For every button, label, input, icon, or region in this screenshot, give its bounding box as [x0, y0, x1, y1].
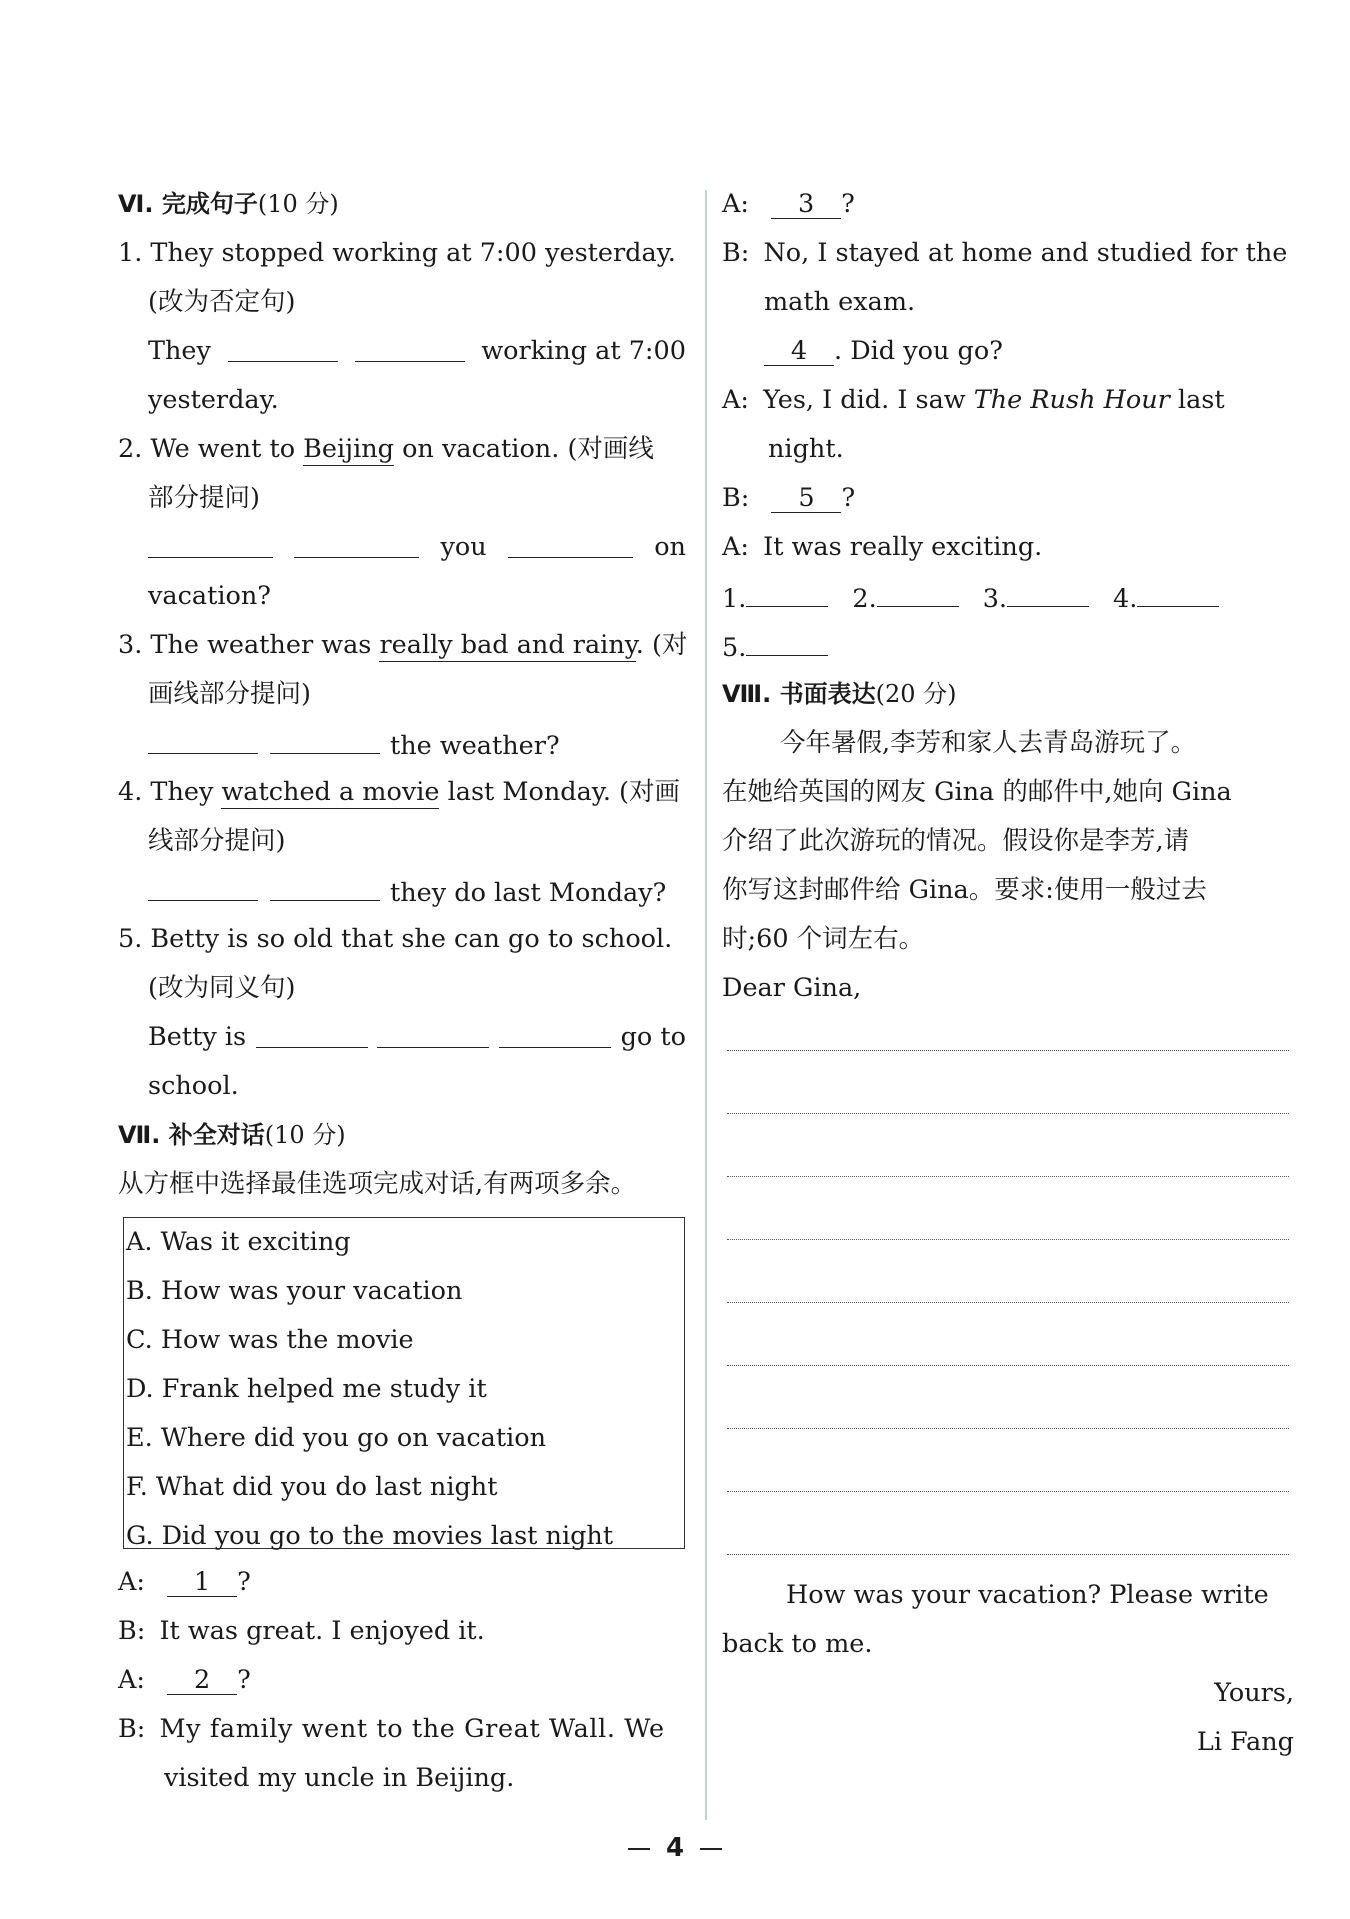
q1-answer-end: working at 7:00 [481, 336, 686, 366]
q2-blank-1[interactable] [148, 529, 273, 558]
page-number [0, 1833, 1350, 1863]
dialog-b2 [118, 1711, 686, 1747]
q5-answer-start: Betty is [148, 1022, 247, 1052]
q2-blank-2[interactable] [294, 529, 419, 558]
q2-underlined: Beijing [303, 434, 394, 464]
section-8-points: (20 分) [875, 680, 957, 708]
dash-left [628, 1848, 650, 1850]
speaker-a: A: [118, 1567, 146, 1597]
prompt-line-1: 今年暑假,李芳和家人去青岛游玩了。 [780, 728, 1197, 758]
q5-blank-2[interactable] [377, 1019, 489, 1048]
answer-blank-5[interactable] [746, 627, 828, 656]
dialog-blank-4[interactable]: 4 [764, 337, 834, 366]
question-mark: ? [841, 483, 856, 513]
dialog-b1-text: It was great. I enjoyed it. [159, 1616, 485, 1646]
q3-line1 [118, 627, 687, 663]
writing-line-5[interactable] [727, 1302, 1289, 1303]
prompt-line-3: 介绍了此次游玩的情况。假设你是李芳,请 [722, 826, 1190, 856]
q3-text-post: . (对 [635, 630, 688, 660]
q2-blank-3[interactable] [508, 529, 633, 558]
q5-blank-1[interactable] [256, 1019, 368, 1048]
writing-line-7[interactable] [727, 1428, 1289, 1429]
email-signature: Li Fang [1196, 1727, 1294, 1757]
question-mark: ? [237, 1567, 251, 1597]
q5-line1: 5. Betty is so old that she can go to school. [118, 924, 673, 954]
answer-label-2: 2. [852, 584, 877, 614]
email-closing-line2: back to me. [722, 1629, 873, 1659]
section-7-instruction: 从方框中选择最佳选项完成对话,有两项多余。 [118, 1169, 637, 1199]
q3-answer-line [148, 725, 560, 764]
dialog-b1 [118, 1613, 485, 1649]
q3-blank-2[interactable] [270, 725, 380, 754]
q1-answer-start: They [148, 336, 211, 366]
q2-text-post: on vacation. (对画线 [393, 434, 654, 464]
speaker-a: A: [722, 532, 750, 562]
dialog-a4-text-pre: Yes, I did. I saw [763, 385, 974, 415]
q4-blank-2[interactable] [270, 872, 380, 901]
q5-blank-3[interactable] [499, 1019, 611, 1048]
q2-answer-line [148, 529, 686, 565]
speaker-b: B: [118, 1714, 146, 1744]
q5-answer-line2: school. [148, 1071, 239, 1101]
writing-line-9[interactable] [727, 1554, 1289, 1555]
section-8-heading [722, 676, 957, 712]
movie-title: The Rush Hour [973, 385, 1170, 415]
section-6-title: Ⅵ. 完成句子 [118, 190, 258, 218]
dialog-a4-line2: night. [768, 434, 844, 464]
dialog-a5-text: It was really exciting. [763, 532, 1043, 562]
dialog-blank-3[interactable]: 3 [771, 190, 841, 219]
option-d: D. Frank helped me study it [126, 1374, 487, 1404]
dialog-a1 [118, 1564, 251, 1600]
option-a: A. Was it exciting [126, 1227, 351, 1257]
answer-blank-2[interactable] [877, 578, 959, 607]
dialog-b3-line1: No, I stayed at home and studied for the [763, 238, 1288, 268]
dialog-b2-line1: My family went to the Great Wall. We [159, 1714, 665, 1744]
q1-instruction: (改为否定句) [148, 287, 296, 317]
q1-line1: 1. They stopped working at 7:00 yesterday. [118, 238, 676, 268]
prompt-line-5: 时;60 个词左右。 [722, 924, 925, 954]
question-mark: ? [237, 1665, 251, 1695]
q2-instruction: 部分提问) [148, 483, 260, 513]
section-6-points: (10 分) [257, 190, 339, 218]
dialog-a5 [722, 529, 1042, 565]
dialog-b2-line2: visited my uncle in Beijing. [164, 1763, 515, 1793]
dialog-a4 [722, 382, 1225, 418]
dialog-blank-5[interactable]: 5 [771, 484, 841, 513]
section-8-title: Ⅷ. 书面表达 [722, 680, 876, 708]
q3-instruction: 画线部分提问) [148, 679, 311, 709]
writing-line-3[interactable] [727, 1176, 1289, 1177]
dialog-a4-text-post: last [1169, 385, 1225, 415]
dialog-blank-1[interactable]: 1 [167, 1568, 237, 1597]
q4-text-post: last Monday. (对画 [439, 777, 680, 807]
answer-row-2 [722, 627, 828, 666]
q4-text-pre: 4. They [118, 777, 222, 807]
writing-line-6[interactable] [727, 1365, 1289, 1366]
section-7-points: (10 分) [264, 1121, 346, 1149]
section-6-heading [118, 186, 339, 222]
dialog-b3-text: . Did you go? [834, 336, 1003, 366]
writing-line-4[interactable] [727, 1239, 1289, 1240]
q5-answer-end: go to [620, 1022, 686, 1052]
q3-answer-end: the weather? [390, 731, 560, 761]
page-number-text: 4 [665, 1833, 685, 1863]
answer-label-3: 3. [982, 584, 1008, 614]
q3-underlined: really bad and rainy [379, 630, 636, 660]
dialog-a2 [118, 1662, 251, 1698]
option-e: E. Where did you go on vacation [126, 1423, 547, 1453]
dialog-b3 [722, 235, 1287, 271]
answer-row-1 [722, 578, 1219, 617]
section-7-heading [118, 1117, 346, 1153]
prompt-line-2: 在她给英国的网友 Gina 的邮件中,她向 Gina [722, 777, 1232, 807]
dialog-a3 [722, 186, 855, 222]
email-closing-line1: How was your vacation? Please write [786, 1580, 1269, 1610]
q3-text-pre: 3. The weather was [118, 630, 380, 660]
option-f: F. What did you do last night [126, 1472, 498, 1502]
q5-answer-line [148, 1019, 686, 1055]
options-box [123, 1217, 685, 1549]
speaker-a: A: [722, 385, 750, 415]
email-greeting: Dear Gina, [722, 973, 862, 1003]
q2-answer-line2: vacation? [148, 581, 271, 611]
dialog-blank-2[interactable]: 2 [167, 1666, 237, 1695]
q1-blank-2[interactable] [355, 333, 465, 362]
answer-blank-1[interactable] [746, 578, 828, 607]
option-c: C. How was the movie [126, 1325, 414, 1355]
q1-answer-line [148, 333, 686, 369]
answer-label-5: 5. [722, 633, 747, 663]
q4-blank-1[interactable] [148, 872, 258, 901]
dash-right [700, 1848, 722, 1850]
answer-label-4: 4. [1113, 584, 1138, 614]
option-g: G. Did you go to the movies last night [126, 1521, 614, 1551]
answer-blank-3[interactable] [1007, 578, 1089, 607]
speaker-b: B: [722, 238, 750, 268]
writing-line-1[interactable] [727, 1050, 1289, 1051]
q3-blank-1[interactable] [148, 725, 258, 754]
q4-line1 [118, 774, 680, 810]
q4-underlined: watched a movie [221, 777, 440, 807]
speaker-b: B: [118, 1616, 146, 1646]
prompt-line-4: 你写这封邮件给 Gina。要求:使用一般过去 [722, 875, 1207, 905]
q4-answer-line [148, 872, 666, 911]
column-divider [705, 190, 707, 1820]
q1-answer-line2: yesterday. [148, 385, 279, 415]
dialog-b4 [722, 480, 855, 516]
q2-answer-end: on [654, 532, 686, 562]
speaker-a: A: [722, 189, 750, 219]
section-7-title: Ⅶ. 补全对话 [118, 1121, 265, 1149]
answer-blank-4[interactable] [1137, 578, 1219, 607]
q2-line1 [118, 431, 654, 467]
writing-line-2[interactable] [727, 1113, 1289, 1114]
answer-label-1: 1. [722, 584, 747, 614]
speaker-a: A: [118, 1665, 146, 1695]
q5-instruction: (改为同义句) [148, 973, 296, 1003]
question-mark: ? [841, 189, 855, 219]
email-signoff: Yours, [1214, 1678, 1294, 1708]
speaker-b: B: [722, 483, 750, 513]
q4-instruction: 线部分提问) [148, 826, 286, 856]
q4-answer-end: they do last Monday? [390, 878, 667, 908]
dialog-b3-line3 [764, 333, 1003, 369]
dialog-b3-line2: math exam. [764, 287, 916, 317]
q1-blank-1[interactable] [228, 333, 338, 362]
writing-line-8[interactable] [727, 1491, 1289, 1492]
q2-text-pre: 2. We went to [118, 434, 304, 464]
q2-answer-mid: you [440, 532, 487, 562]
option-b: B. How was your vacation [126, 1276, 463, 1306]
